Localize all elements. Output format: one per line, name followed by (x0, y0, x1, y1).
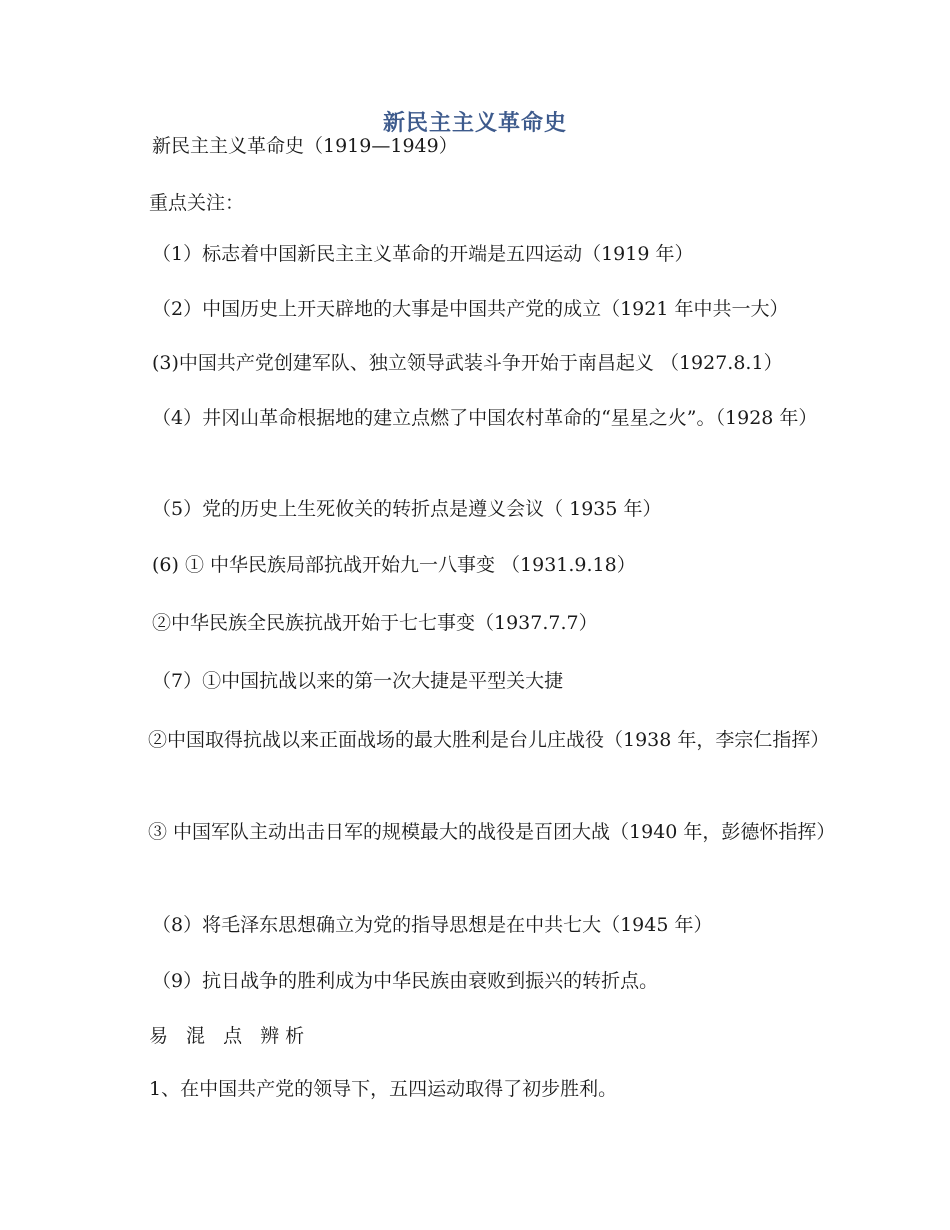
point-3: (3)中国共产党创建军队、独立领导武装斗争开始于南昌起义 （1927.8.1） (152, 352, 783, 374)
point-8: （8）将毛泽东思想确立为党的指导思想是在中共七大（1945 年） (152, 914, 713, 936)
point-7-a: （7）①中国抗战以来的第一次大捷是平型关大捷 (152, 670, 564, 692)
point-6-a: (6) ① 中华民族局部抗战开始九一八事变 （1931.9.18） (152, 554, 636, 576)
point-6-b: ②中华民族全民族抗战开始于七七事变（1937.7.7） (152, 612, 598, 634)
confusion-heading: 易 混 点 辨析 (149, 1025, 311, 1047)
point-2: （2）中国历史上开天辟地的大事是中国共产党的成立（1921 年中共一大） (152, 298, 789, 320)
point-1: （1）标志着中国新民主主义革命的开端是五四运动（1919 年） (152, 243, 694, 265)
point-9: （9）抗日战争的胜利成为中华民族由衰败到振兴的转折点。 (152, 970, 659, 992)
document-title: 新民主主义革命史 (382, 110, 567, 136)
document-subtitle: 新民主主义革命史（1919—1949） (152, 135, 458, 157)
point-4: （4）井冈山革命根据地的建立点燃了中国农村革命的“星星之火”。（1928 年） (152, 407, 818, 429)
focus-heading: 重点关注： (149, 192, 245, 214)
point-7-c: ③ 中国军队主动出击日军的规模最大的战役是百团大战（1940 年，彭德怀指挥） (148, 821, 836, 843)
confusion-item-1: 1、在中国共产党的领导下，五四运动取得了初步胜利。 (149, 1078, 618, 1100)
point-7-b: ②中国取得抗战以来正面战场的最大胜利是台儿庄战役（1938 年，李宗仁指挥） (148, 729, 830, 751)
point-5: （5）党的历史上生死攸关的转折点是遵义会议（ 1935 年） (152, 498, 662, 520)
